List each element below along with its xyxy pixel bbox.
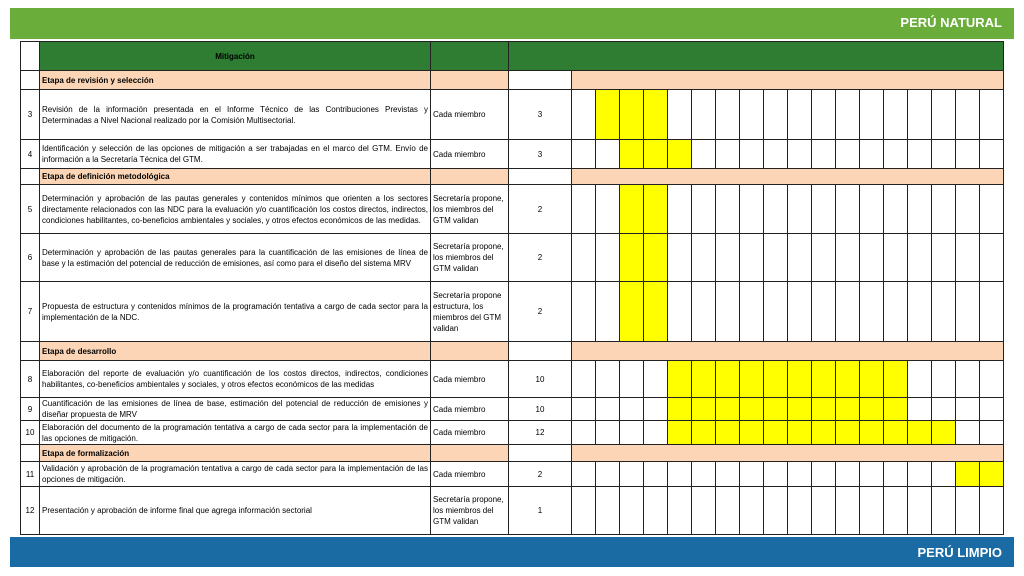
month-cell-3 bbox=[620, 361, 644, 398]
month-cell-11 bbox=[812, 398, 836, 421]
month-cell-5 bbox=[668, 421, 692, 445]
month-cell-16 bbox=[932, 462, 956, 487]
responsible-text: Cada miembro bbox=[433, 469, 486, 479]
month-cell-14 bbox=[884, 282, 908, 342]
month-cell-13 bbox=[860, 487, 884, 535]
month-cell-6 bbox=[692, 282, 716, 342]
month-cell-2 bbox=[596, 398, 620, 421]
month-cell-4 bbox=[644, 234, 668, 282]
month-cell-3 bbox=[620, 462, 644, 487]
stage-duration-blank bbox=[509, 342, 572, 361]
month-cell-16 bbox=[932, 234, 956, 282]
month-cell-6 bbox=[692, 185, 716, 234]
month-cell-17 bbox=[956, 462, 980, 487]
month-cell-11 bbox=[812, 282, 836, 342]
month-cell-5 bbox=[668, 462, 692, 487]
month-cell-9 bbox=[764, 90, 788, 140]
row-number bbox=[20, 487, 40, 535]
month-cell-10 bbox=[788, 462, 812, 487]
month-cell-12 bbox=[836, 421, 860, 445]
responsible bbox=[431, 487, 509, 535]
month-cell-16 bbox=[932, 90, 956, 140]
month-cell-18 bbox=[980, 398, 1004, 421]
month-cell-17 bbox=[956, 361, 980, 398]
stage-fill bbox=[431, 445, 509, 462]
stage-fill bbox=[431, 169, 509, 185]
month-cell-17 bbox=[956, 90, 980, 140]
activity-description-text: Cuantificación de las emisiones de línea de base, estimación del potencial de reducción de emisiones y diseñar propuesta de MRV bbox=[42, 399, 428, 419]
month-cell-6 bbox=[692, 361, 716, 398]
activity-description bbox=[40, 398, 431, 421]
month-cell-18 bbox=[980, 487, 1004, 535]
month-cell-13 bbox=[860, 282, 884, 342]
month-cell-6 bbox=[692, 234, 716, 282]
month-cell-5 bbox=[668, 90, 692, 140]
activity-description-text: Validación y aprobación de la programación tentativa a cargo de cada sector para la implementación de las opciones de mitigación. bbox=[42, 464, 428, 484]
stage-label bbox=[40, 342, 431, 361]
duration-months-text: 2 bbox=[537, 307, 543, 316]
stage-num bbox=[20, 169, 40, 185]
month-cell-15 bbox=[908, 421, 932, 445]
month-cell-8 bbox=[740, 282, 764, 342]
month-cell-8 bbox=[740, 487, 764, 535]
month-cell-1 bbox=[572, 361, 596, 398]
duration-months bbox=[509, 185, 572, 234]
activity-description-text: Determinación y aprobación de las pautas generales para la cuantificación de las emisiones de línea de base y la estimación del potencial de reducción de emisiones, así como para el diseño del sistema MRV bbox=[42, 247, 428, 268]
responsible-text: Cada miembro bbox=[433, 404, 486, 414]
month-cell-2 bbox=[596, 140, 620, 169]
stage-fill bbox=[431, 342, 509, 361]
responsible-text: Cada miembro bbox=[433, 149, 486, 159]
duration-months-text: 2 bbox=[537, 253, 543, 262]
row-number bbox=[20, 140, 40, 169]
month-cell-6 bbox=[692, 487, 716, 535]
month-cell-3 bbox=[620, 90, 644, 140]
activity-description-text: Elaboración del reporte de evaluación y/o cuantificación de los costos directos, indirectos, condiciones habilitantes, co-beneficios ambientales y sociales, y otros efectos económicos de las medidas bbox=[42, 369, 428, 389]
month-cell-9 bbox=[764, 421, 788, 445]
month-cell-9 bbox=[764, 140, 788, 169]
duration-months-text: 1 bbox=[537, 506, 543, 515]
month-cell-17 bbox=[956, 398, 980, 421]
month-cell-18 bbox=[980, 462, 1004, 487]
month-cell-12 bbox=[836, 185, 860, 234]
activity-description-text: Propuesta de estructura y contenidos mínimos de la programación tentativa a cargo de cada sector para la implementación de la NDC. bbox=[42, 301, 428, 322]
month-cell-14 bbox=[884, 487, 908, 535]
stage-label bbox=[40, 445, 431, 462]
month-cell-12 bbox=[836, 487, 860, 535]
month-cell-13 bbox=[860, 462, 884, 487]
responsible bbox=[431, 140, 509, 169]
month-cell-3 bbox=[620, 487, 644, 535]
activity-description bbox=[40, 421, 431, 445]
month-cell-13 bbox=[860, 185, 884, 234]
stage-label bbox=[40, 71, 431, 90]
month-cell-7 bbox=[716, 361, 740, 398]
responsible-text: Cada miembro bbox=[433, 110, 486, 119]
row-number-text: 12 bbox=[25, 506, 35, 515]
month-cell-16 bbox=[932, 421, 956, 445]
month-cell-4 bbox=[644, 487, 668, 535]
month-cell-18 bbox=[980, 361, 1004, 398]
month-cell-18 bbox=[980, 185, 1004, 234]
row-number-text: 4 bbox=[27, 149, 33, 159]
month-cell-10 bbox=[788, 90, 812, 140]
month-cell-10 bbox=[788, 398, 812, 421]
month-cell-3 bbox=[620, 140, 644, 169]
stage-months bbox=[572, 445, 1004, 462]
month-cell-17 bbox=[956, 185, 980, 234]
row-number-text: 5 bbox=[27, 204, 33, 214]
month-cell-7 bbox=[716, 462, 740, 487]
month-cell-10 bbox=[788, 487, 812, 535]
month-cell-1 bbox=[572, 421, 596, 445]
month-cell-1 bbox=[572, 398, 596, 421]
month-cell-1 bbox=[572, 90, 596, 140]
month-cell-16 bbox=[932, 398, 956, 421]
month-cell-13 bbox=[860, 398, 884, 421]
row-number bbox=[20, 462, 40, 487]
month-cell-12 bbox=[836, 90, 860, 140]
month-cell-4 bbox=[644, 361, 668, 398]
row-num-header bbox=[20, 41, 40, 71]
month-cell-13 bbox=[860, 421, 884, 445]
month-cell-15 bbox=[908, 185, 932, 234]
month-cell-4 bbox=[644, 185, 668, 234]
month-cell-3 bbox=[620, 185, 644, 234]
row-number bbox=[20, 185, 40, 234]
month-cell-6 bbox=[692, 462, 716, 487]
duration-months bbox=[509, 462, 572, 487]
month-cell-5 bbox=[668, 361, 692, 398]
bottom-banner bbox=[10, 537, 1014, 567]
month-cell-15 bbox=[908, 140, 932, 169]
header-duration bbox=[509, 41, 1004, 71]
table-title bbox=[40, 41, 431, 71]
responsible-text: Secretaría propone estructura, los miembros del GTM validan bbox=[433, 290, 502, 333]
month-cell-10 bbox=[788, 361, 812, 398]
activity-description bbox=[40, 140, 431, 169]
month-cell-9 bbox=[764, 462, 788, 487]
activity-description bbox=[40, 361, 431, 398]
month-cell-10 bbox=[788, 234, 812, 282]
month-cell-12 bbox=[836, 462, 860, 487]
stage-duration-blank bbox=[509, 71, 572, 90]
month-cell-11 bbox=[812, 234, 836, 282]
activity-description-text: Revisión de la información presentada en el Informe Técnico de las Contribuciones Previstas y Determinadas a Nivel Nacional realizado por la Comisión Multisectorial. bbox=[42, 104, 428, 125]
month-cell-1 bbox=[572, 185, 596, 234]
responsible bbox=[431, 185, 509, 234]
month-cell-15 bbox=[908, 487, 932, 535]
month-cell-9 bbox=[764, 361, 788, 398]
month-cell-15 bbox=[908, 282, 932, 342]
month-cell-5 bbox=[668, 487, 692, 535]
month-cell-14 bbox=[884, 421, 908, 445]
month-cell-7 bbox=[716, 140, 740, 169]
stage-months bbox=[572, 71, 1004, 90]
month-cell-16 bbox=[932, 185, 956, 234]
month-cell-17 bbox=[956, 421, 980, 445]
month-cell-6 bbox=[692, 90, 716, 140]
month-cell-4 bbox=[644, 90, 668, 140]
responsible bbox=[431, 282, 509, 342]
month-cell-7 bbox=[716, 398, 740, 421]
row-number-text: 9 bbox=[27, 404, 33, 414]
row-number bbox=[20, 282, 40, 342]
month-cell-7 bbox=[716, 282, 740, 342]
month-cell-11 bbox=[812, 90, 836, 140]
month-cell-17 bbox=[956, 140, 980, 169]
month-cell-3 bbox=[620, 234, 644, 282]
month-cell-13 bbox=[860, 90, 884, 140]
month-cell-1 bbox=[572, 140, 596, 169]
responsible bbox=[431, 234, 509, 282]
month-cell-7 bbox=[716, 185, 740, 234]
month-cell-11 bbox=[812, 140, 836, 169]
table-title-text: Mitigación bbox=[215, 51, 255, 61]
month-cell-4 bbox=[644, 398, 668, 421]
duration-months-text: 2 bbox=[537, 469, 543, 479]
row-number bbox=[20, 234, 40, 282]
month-cell-14 bbox=[884, 90, 908, 140]
responsible bbox=[431, 421, 509, 445]
month-cell-2 bbox=[596, 90, 620, 140]
month-cell-13 bbox=[860, 361, 884, 398]
responsible-text: Cada miembro bbox=[433, 374, 486, 384]
month-cell-10 bbox=[788, 282, 812, 342]
month-cell-2 bbox=[596, 462, 620, 487]
month-cell-8 bbox=[740, 140, 764, 169]
month-cell-15 bbox=[908, 90, 932, 140]
month-cell-3 bbox=[620, 398, 644, 421]
month-cell-8 bbox=[740, 185, 764, 234]
row-number bbox=[20, 398, 40, 421]
month-cell-5 bbox=[668, 282, 692, 342]
month-cell-18 bbox=[980, 234, 1004, 282]
duration-months bbox=[509, 398, 572, 421]
month-cell-8 bbox=[740, 462, 764, 487]
stage-months bbox=[572, 342, 1004, 361]
responsible bbox=[431, 90, 509, 140]
duration-months bbox=[509, 282, 572, 342]
month-cell-10 bbox=[788, 140, 812, 169]
month-cell-2 bbox=[596, 185, 620, 234]
duration-months bbox=[509, 90, 572, 140]
stage-duration-blank bbox=[509, 169, 572, 185]
duration-months bbox=[509, 421, 572, 445]
brand-peru-limpio: PERÚ LIMPIO bbox=[917, 545, 1002, 560]
month-cell-15 bbox=[908, 361, 932, 398]
month-cell-2 bbox=[596, 282, 620, 342]
activity-description bbox=[40, 462, 431, 487]
month-cell-1 bbox=[572, 487, 596, 535]
activity-description bbox=[40, 234, 431, 282]
duration-months-text: 3 bbox=[537, 110, 543, 119]
row-number bbox=[20, 361, 40, 398]
month-cell-9 bbox=[764, 282, 788, 342]
month-cell-7 bbox=[716, 234, 740, 282]
month-cell-6 bbox=[692, 140, 716, 169]
month-cell-11 bbox=[812, 487, 836, 535]
month-cell-12 bbox=[836, 361, 860, 398]
month-cell-12 bbox=[836, 140, 860, 169]
month-cell-5 bbox=[668, 398, 692, 421]
month-cell-1 bbox=[572, 234, 596, 282]
responsible-text: Secretaría propone, los miembros del GTM validan bbox=[433, 242, 504, 273]
month-cell-11 bbox=[812, 462, 836, 487]
month-cell-5 bbox=[668, 140, 692, 169]
month-cell-9 bbox=[764, 398, 788, 421]
month-cell-14 bbox=[884, 361, 908, 398]
month-cell-3 bbox=[620, 421, 644, 445]
duration-months bbox=[509, 487, 572, 535]
month-cell-5 bbox=[668, 234, 692, 282]
responsible-text: Secretaría propone, los miembros del GTM validan bbox=[433, 495, 504, 526]
responsible bbox=[431, 462, 509, 487]
month-cell-12 bbox=[836, 398, 860, 421]
responsible bbox=[431, 361, 509, 398]
stage-label-text: Etapa de formalización bbox=[42, 448, 130, 458]
month-cell-13 bbox=[860, 234, 884, 282]
month-cell-11 bbox=[812, 185, 836, 234]
row-number-text: 6 bbox=[27, 253, 33, 262]
stage-duration-blank bbox=[509, 445, 572, 462]
row-number-text: 7 bbox=[27, 307, 33, 316]
month-cell-1 bbox=[572, 282, 596, 342]
month-cell-17 bbox=[956, 487, 980, 535]
activity-description bbox=[40, 90, 431, 140]
responsible bbox=[431, 398, 509, 421]
month-cell-16 bbox=[932, 140, 956, 169]
stage-label-text: Etapa de definición metodológica bbox=[42, 172, 170, 181]
duration-months-text: 10 bbox=[535, 374, 545, 384]
duration-months-text: 2 bbox=[537, 204, 543, 214]
duration-months bbox=[509, 361, 572, 398]
month-cell-15 bbox=[908, 462, 932, 487]
month-cell-2 bbox=[596, 421, 620, 445]
stage-label-text: Etapa de revisión y selección bbox=[42, 75, 154, 85]
month-cell-12 bbox=[836, 234, 860, 282]
month-cell-9 bbox=[764, 487, 788, 535]
month-cell-12 bbox=[836, 282, 860, 342]
stage-num bbox=[20, 342, 40, 361]
month-cell-14 bbox=[884, 462, 908, 487]
stage-label-text: Etapa de desarrollo bbox=[42, 346, 117, 356]
month-cell-15 bbox=[908, 398, 932, 421]
month-cell-17 bbox=[956, 282, 980, 342]
month-cell-8 bbox=[740, 90, 764, 140]
month-cell-18 bbox=[980, 421, 1004, 445]
month-cell-6 bbox=[692, 421, 716, 445]
month-cell-8 bbox=[740, 361, 764, 398]
activity-description bbox=[40, 282, 431, 342]
duration-months-text: 3 bbox=[537, 149, 543, 159]
duration-months bbox=[509, 234, 572, 282]
month-cell-14 bbox=[884, 398, 908, 421]
month-cell-18 bbox=[980, 282, 1004, 342]
month-cell-5 bbox=[668, 185, 692, 234]
month-cell-7 bbox=[716, 90, 740, 140]
month-cell-14 bbox=[884, 234, 908, 282]
month-cell-10 bbox=[788, 421, 812, 445]
activity-description bbox=[40, 185, 431, 234]
month-cell-8 bbox=[740, 234, 764, 282]
month-cell-14 bbox=[884, 185, 908, 234]
month-cell-8 bbox=[740, 421, 764, 445]
stage-label bbox=[40, 169, 431, 185]
month-cell-9 bbox=[764, 234, 788, 282]
month-cell-18 bbox=[980, 90, 1004, 140]
activity-description bbox=[40, 487, 431, 535]
month-cell-7 bbox=[716, 421, 740, 445]
month-cell-2 bbox=[596, 361, 620, 398]
month-cell-4 bbox=[644, 140, 668, 169]
month-cell-16 bbox=[932, 361, 956, 398]
month-cell-4 bbox=[644, 462, 668, 487]
month-cell-10 bbox=[788, 185, 812, 234]
month-cell-6 bbox=[692, 398, 716, 421]
responsible-text: Cada miembro bbox=[433, 428, 486, 437]
month-cell-9 bbox=[764, 185, 788, 234]
month-cell-16 bbox=[932, 487, 956, 535]
month-cell-17 bbox=[956, 234, 980, 282]
responsible-text: Secretaría propone, los miembros del GTM validan bbox=[433, 193, 504, 225]
month-cell-4 bbox=[644, 282, 668, 342]
month-cell-15 bbox=[908, 234, 932, 282]
duration-months-text: 12 bbox=[535, 428, 545, 437]
row-number-text: 11 bbox=[25, 469, 35, 479]
row-number-text: 3 bbox=[27, 110, 33, 119]
month-cell-18 bbox=[980, 140, 1004, 169]
header-responsible bbox=[431, 41, 509, 71]
activity-description-text: Elaboración del documento de la programación tentativa a cargo de cada sector para la implementación de las opciones de mitigación. bbox=[42, 422, 428, 443]
month-cell-13 bbox=[860, 140, 884, 169]
month-cell-7 bbox=[716, 487, 740, 535]
month-cell-8 bbox=[740, 398, 764, 421]
month-cell-3 bbox=[620, 282, 644, 342]
row-number-text: 8 bbox=[27, 374, 33, 384]
duration-months-text: 10 bbox=[535, 404, 545, 414]
stage-months bbox=[572, 169, 1004, 185]
month-cell-2 bbox=[596, 487, 620, 535]
month-cell-1 bbox=[572, 462, 596, 487]
activity-description-text: Determinación y aprobación de las pautas generales y contenidos mínimos que orienten a los sectores directamente relacionados con las NDC para la evaluación y/o cuantificación los costos directos, indirectos, condiciones habilitantes, co-beneficios ambientales y sociales, y otros efectos económicos de las medidas. bbox=[42, 193, 428, 225]
month-cell-14 bbox=[884, 140, 908, 169]
row-number bbox=[20, 90, 40, 140]
activity-description-text: Identificación y selección de las opciones de mitigación a ser trabajadas en el marco del GTM. Envío de información a la Secretaría Técnica del GTM. bbox=[42, 144, 428, 164]
month-cell-11 bbox=[812, 361, 836, 398]
row-number-text: 10 bbox=[25, 428, 35, 437]
month-cell-4 bbox=[644, 421, 668, 445]
brand-peru-natural: PERÚ NATURAL bbox=[900, 15, 1002, 30]
stage-fill bbox=[431, 71, 509, 90]
stage-num bbox=[20, 71, 40, 90]
month-cell-16 bbox=[932, 282, 956, 342]
stage-num bbox=[20, 445, 40, 462]
activity-description-text: Presentación y aprobación de informe final que agrega información sectorial bbox=[42, 506, 312, 515]
row-number bbox=[20, 421, 40, 445]
month-cell-11 bbox=[812, 421, 836, 445]
month-cell-2 bbox=[596, 234, 620, 282]
duration-months bbox=[509, 140, 572, 169]
